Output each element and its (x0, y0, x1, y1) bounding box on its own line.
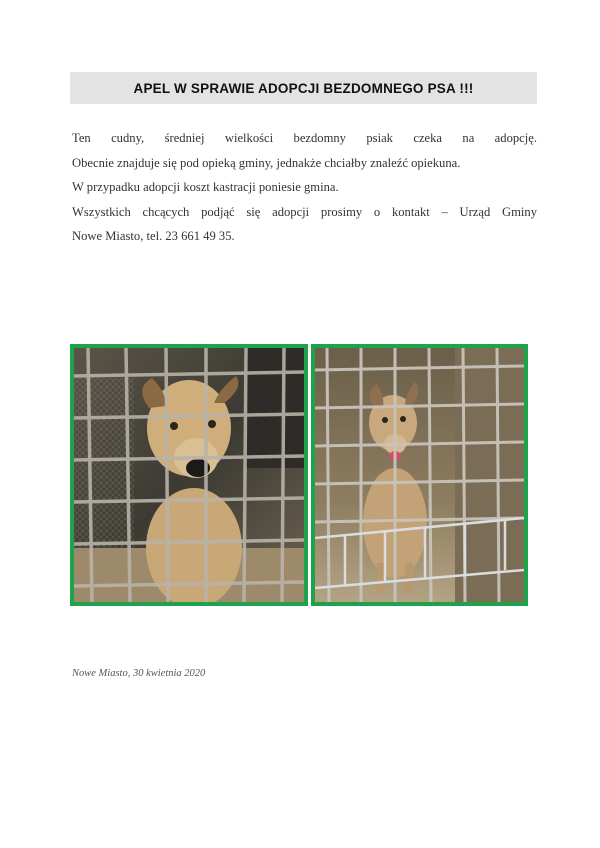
dog-closeup-image (74, 348, 304, 602)
title-banner (70, 72, 537, 104)
page-title: APEL W SPRAWIE ADOPCJI BEZDOMNEGO PSA !!! (133, 80, 474, 96)
appeal-line-3: W przypadku adopcji koszt kastracji poniesie gmina. (72, 180, 339, 194)
appeal-line-4: Wszystkich chcących podjąć się adopcji prosimy o kontakt – Urząd Gminy (72, 204, 537, 219)
appeal-text (72, 126, 537, 249)
appeal-line-2: Obecnie znajduje się pod opieką gminy, jednakże chciałby znaleźć opiekuna. (72, 155, 461, 170)
document-date: Nowe Miasto, 30 kwietnia 2020 (72, 668, 206, 679)
dog-standing-image (315, 348, 524, 602)
dog-photo-left (70, 344, 308, 606)
appeal-line-1: Ten cudny, średniej wielkości bezdomny psiak czeka na adopcję. (72, 131, 537, 145)
appeal-line-5: Nowe Miasto, tel. 23 661 49 35. (72, 229, 235, 243)
dog-photo-right (311, 344, 528, 606)
